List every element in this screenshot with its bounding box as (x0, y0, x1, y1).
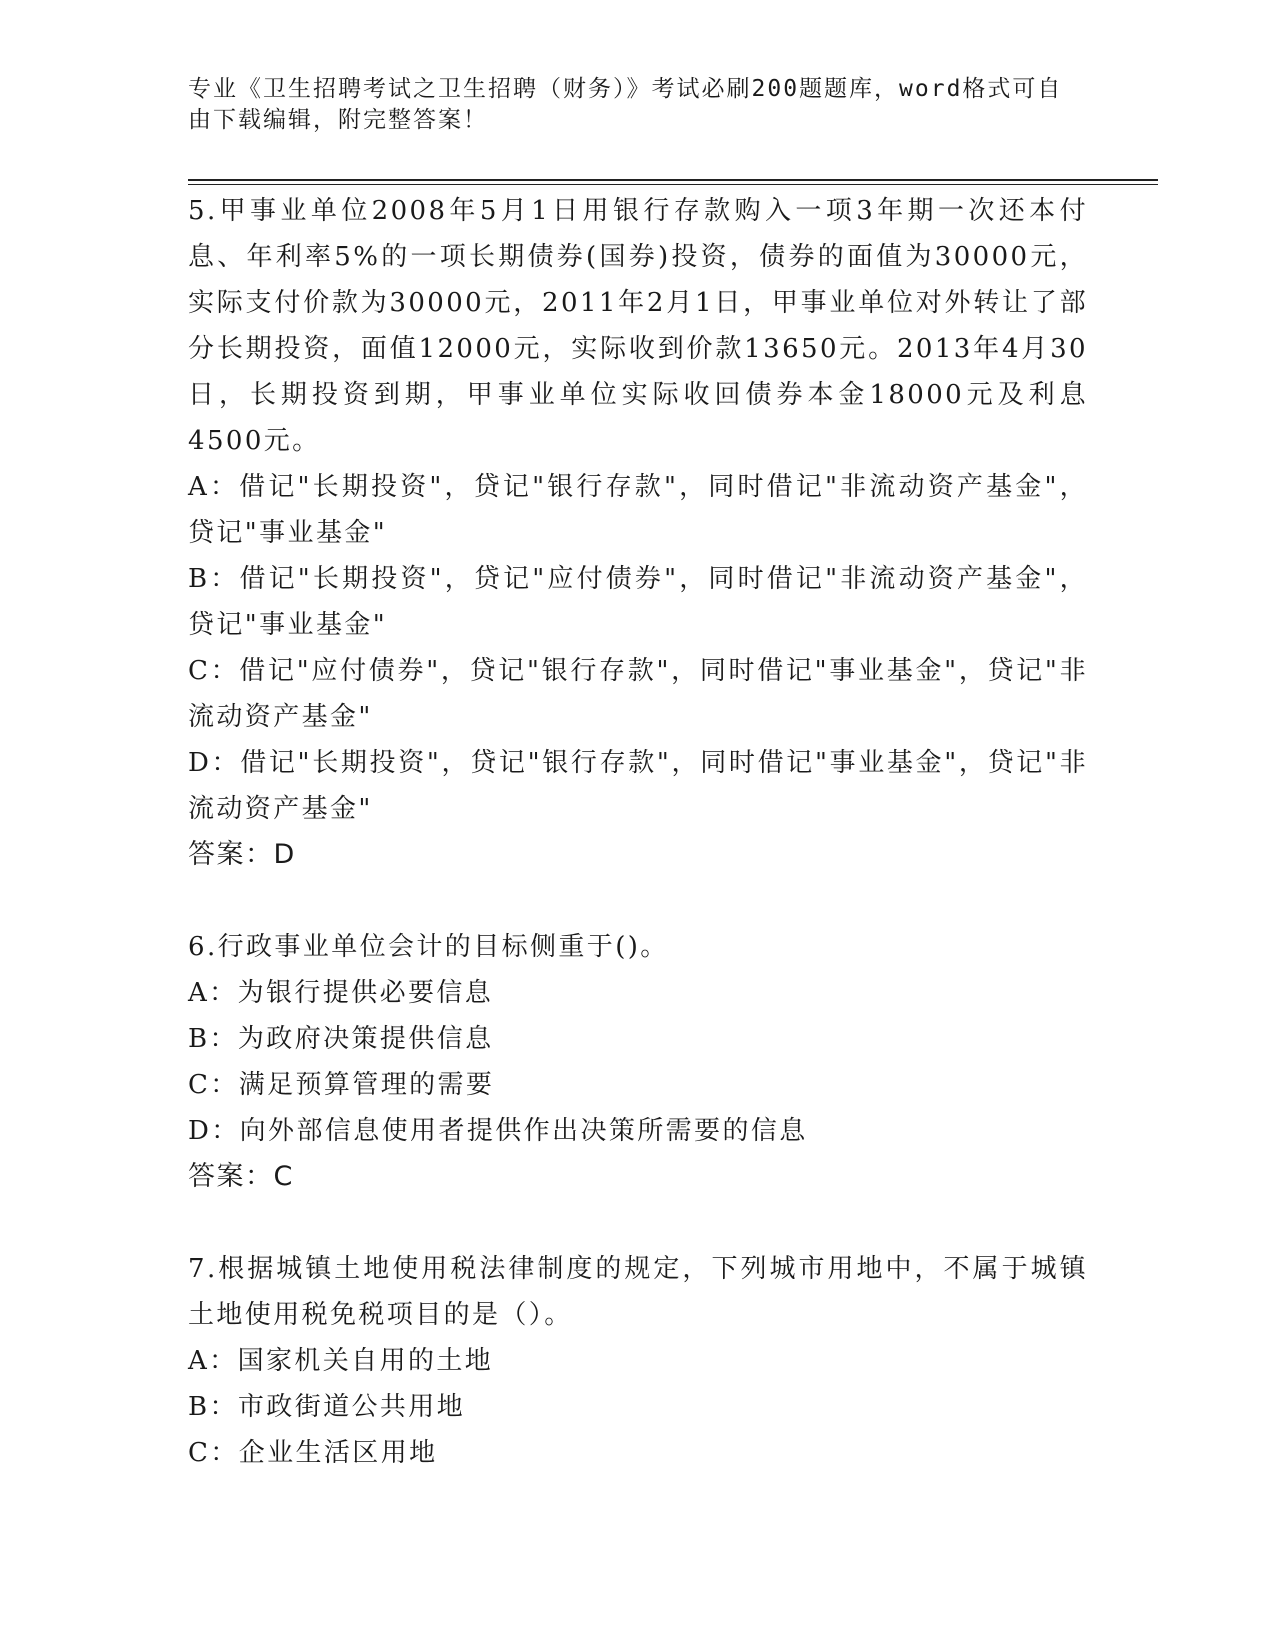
answer: 答案：C (188, 1161, 294, 1192)
option-c: C：满足预算管理的需要 (188, 1070, 495, 1100)
option-a: A：为银行提供必要信息 (188, 978, 494, 1008)
option-d: D：借记"长期投资"，贷记"银行存款"，同时借记"事业基金"，贷记"非流动资产基金" (188, 748, 1088, 824)
header-text: 专业《卫生招聘考试之卫生招聘（财务）》考试必刷200题题库，word格式可自由下载编辑，附完整答案！ (188, 76, 1063, 133)
question-stem: 7.根据城镇土地使用税法律制度的规定，下列城市用地中，不属于城镇土地使用税免税项目的是（）。 (188, 1254, 1088, 1330)
question-list (188, 188, 1088, 1522)
question-5 (188, 188, 1088, 878)
option-d: D：向外部信息使用者提供作出决策所需要的信息 (188, 1116, 808, 1146)
question-stem: 5.甲事业单位2008年5月1日用银行存款购入一项3年期一次还本付息、年利率5%的一项长期债券(国券)投资，债券的面值为30000元，实际支付价款为30000元，2011年2月1日，甲事业单位对外转让了部分长期投资，面值12000元，实际收到价款13650元。2013年4月30日，长期投资到期，甲事业单位实际收回债券本金18000元及利息4500元。 (188, 196, 1088, 456)
option-a: A：国家机关自用的土地 (188, 1346, 494, 1376)
option-c: C：借记"应付债券"，贷记"银行存款"，同时借记"事业基金"，贷记"非流动资产基金" (188, 656, 1088, 732)
option-a: A：借记"长期投资"，贷记"银行存款"，同时借记"非流动资产基金"，贷记"事业基金" (188, 472, 1088, 548)
option-b: B：为政府决策提供信息 (188, 1024, 494, 1054)
question-stem: 6.行政事业单位会计的目标侧重于()。 (188, 932, 669, 962)
header-divider-thick (188, 179, 1158, 181)
option-c: C：企业生活区用地 (188, 1438, 438, 1468)
question-6 (188, 924, 1088, 1200)
option-b: B：市政街道公共用地 (188, 1392, 466, 1422)
option-b: B：借记"长期投资"，贷记"应付债券"，同时借记"非流动资产基金"，贷记"事业基金" (188, 564, 1088, 640)
document-header (188, 74, 1068, 136)
question-7 (188, 1246, 1088, 1476)
header-divider-thin (188, 184, 1158, 185)
answer: 答案：D (188, 839, 296, 870)
